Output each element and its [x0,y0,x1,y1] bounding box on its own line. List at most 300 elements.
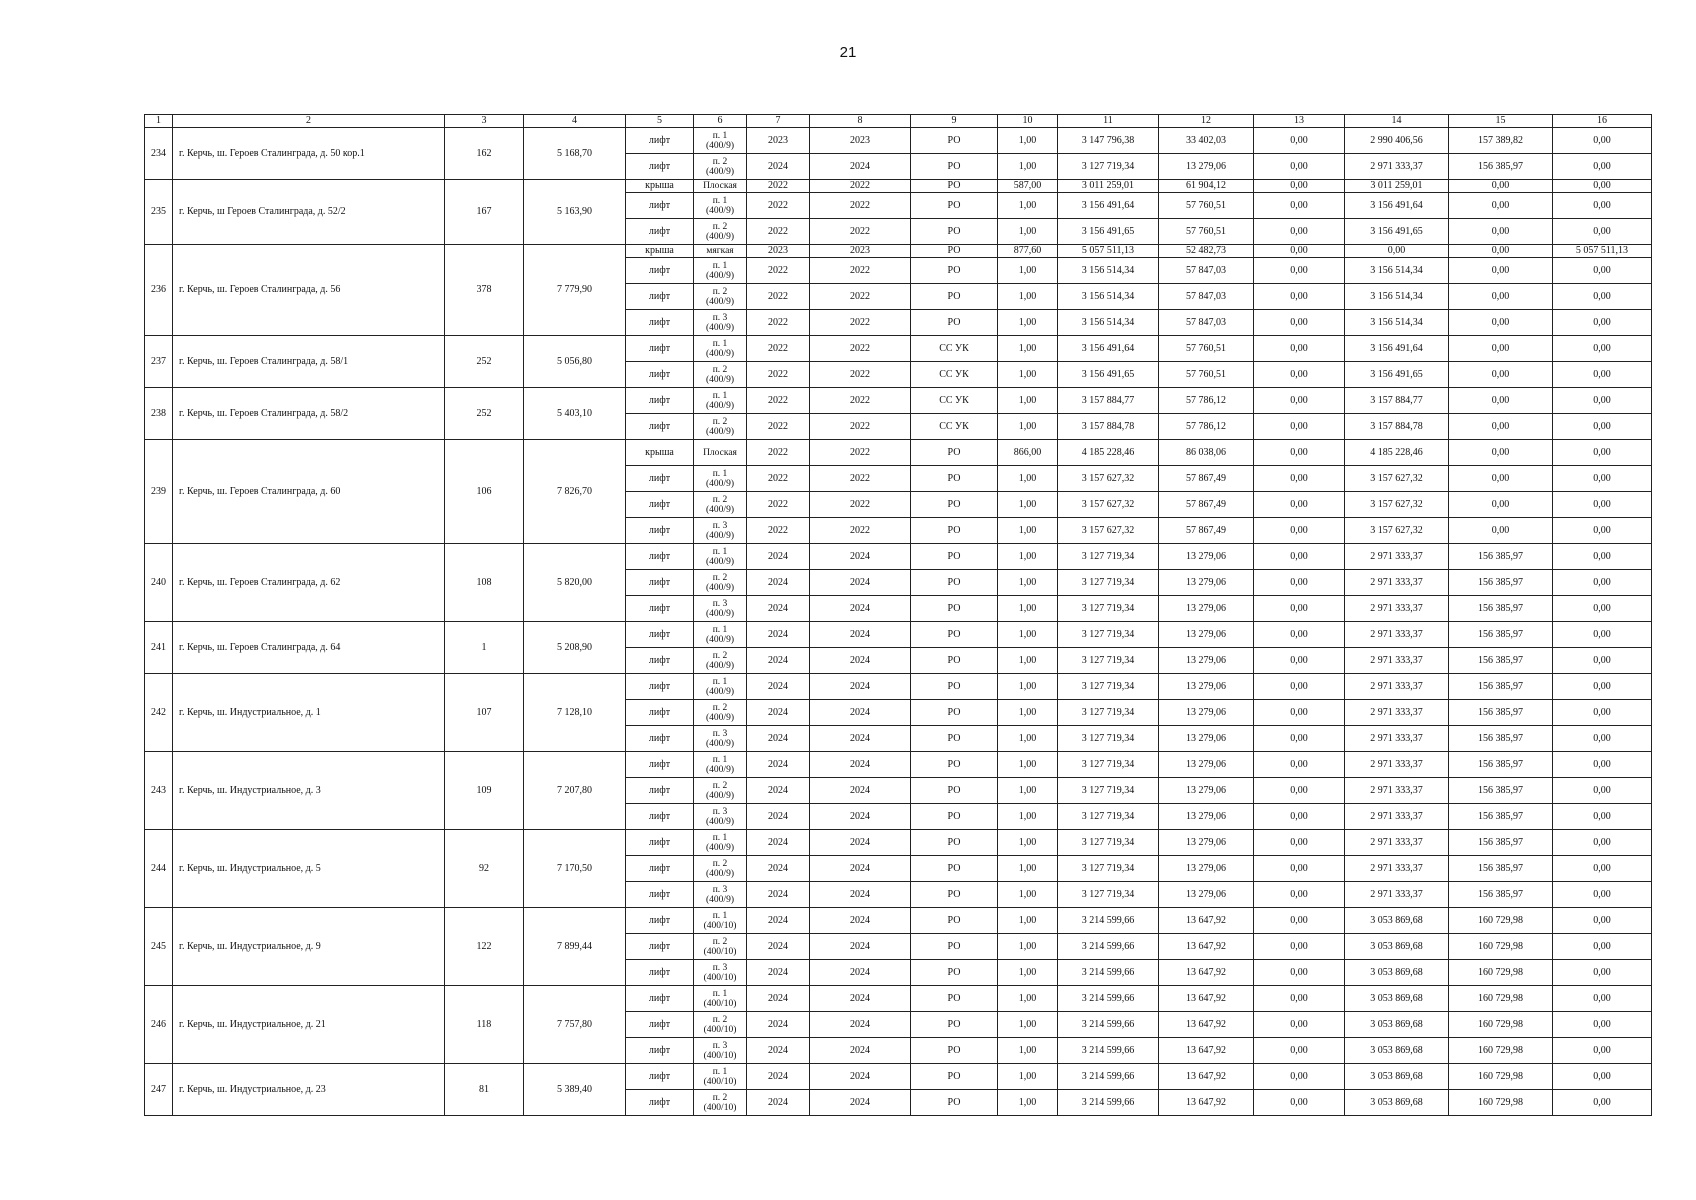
work-spec-cell: п. 1 (400/9) [694,544,747,570]
year-start-cell: 2023 [747,128,810,154]
year-end-cell: 2024 [810,648,911,674]
area-cell: 5 403,10 [524,388,626,440]
executor-cell: РО [911,154,998,180]
area-cell: 5 208,90 [524,622,626,674]
col13-cell: 0,00 [1254,674,1345,700]
year-end-cell: 2024 [810,1064,911,1090]
work-spec-cell: п. 2 (400/9) [694,219,747,245]
col11-cell: 3 127 719,34 [1058,830,1159,856]
quantity-cell: 1,00 [998,570,1058,596]
building-number-cell: 235 [145,180,173,245]
col13-cell: 0,00 [1254,193,1345,219]
year-start-cell: 2024 [747,908,810,934]
col12-cell: 57 760,51 [1159,362,1254,388]
executor-cell: РО [911,700,998,726]
building-number-cell: 237 [145,336,173,388]
year-start-cell: 2022 [747,518,810,544]
col11-cell: 3 127 719,34 [1058,856,1159,882]
col12-cell: 13 279,06 [1159,648,1254,674]
executor-cell: РО [911,726,998,752]
executor-cell: РО [911,128,998,154]
col12-cell: 52 482,73 [1159,245,1254,258]
col14-cell: 2 971 333,37 [1345,570,1449,596]
col11-cell: 3 127 719,34 [1058,544,1159,570]
col15-cell: 156 385,97 [1449,830,1553,856]
col12-cell: 13 647,92 [1159,934,1254,960]
work-type-cell: лифт [626,674,694,700]
building-number-cell: 234 [145,128,173,180]
col15-cell: 0,00 [1449,336,1553,362]
work-type-cell: лифт [626,492,694,518]
col16-cell: 0,00 [1553,1090,1652,1116]
year-end-cell: 2022 [810,388,911,414]
col13-cell: 0,00 [1254,258,1345,284]
building-number-cell: 243 [145,752,173,830]
col14-cell: 3 053 869,68 [1345,1090,1449,1116]
col16-cell: 0,00 [1553,804,1652,830]
col16-cell: 0,00 [1553,908,1652,934]
work-type-cell: лифт [626,856,694,882]
col16-cell: 0,00 [1553,596,1652,622]
year-start-cell: 2024 [747,778,810,804]
year-start-cell: 2024 [747,1064,810,1090]
building-number-cell: 239 [145,440,173,544]
executor-cell: РО [911,1038,998,1064]
year-start-cell: 2022 [747,310,810,336]
col16-cell: 0,00 [1553,674,1652,700]
column-number-cell: 14 [1345,115,1449,128]
address-cell: г. Керчь, ш. Героев Сталинграда, д. 62 [173,544,445,622]
executor-cell: СС УК [911,414,998,440]
col13-cell: 0,00 [1254,1038,1345,1064]
year-end-cell: 2022 [810,193,911,219]
col12-cell: 13 279,06 [1159,596,1254,622]
col16-cell: 0,00 [1553,986,1652,1012]
col12-cell: 13 279,06 [1159,726,1254,752]
col3-cell: 167 [445,180,524,245]
executor-cell: РО [911,1090,998,1116]
col15-cell: 0,00 [1449,362,1553,388]
col15-cell: 160 729,98 [1449,1038,1553,1064]
col11-cell: 3 011 259,01 [1058,180,1159,193]
work-spec-cell: п. 3 (400/9) [694,596,747,622]
col11-cell: 3 157 627,32 [1058,518,1159,544]
work-type-cell: лифт [626,284,694,310]
year-start-cell: 2024 [747,726,810,752]
work-spec-cell: п. 1 (400/9) [694,674,747,700]
work-spec-cell: п. 1 (400/10) [694,908,747,934]
col13-cell: 0,00 [1254,986,1345,1012]
building-number-cell: 242 [145,674,173,752]
col14-cell: 3 156 514,34 [1345,310,1449,336]
quantity-cell: 1,00 [998,466,1058,492]
building-number-cell: 241 [145,622,173,674]
col15-cell: 0,00 [1449,414,1553,440]
col16-cell: 0,00 [1553,934,1652,960]
col14-cell: 2 971 333,37 [1345,596,1449,622]
year-end-cell: 2024 [810,986,911,1012]
col3-cell: 107 [445,674,524,752]
work-type-cell: лифт [626,700,694,726]
col14-cell: 3 156 491,65 [1345,362,1449,388]
col14-cell: 2 971 333,37 [1345,622,1449,648]
col16-cell: 0,00 [1553,648,1652,674]
work-type-cell: лифт [626,193,694,219]
year-end-cell: 2024 [810,934,911,960]
table-row [145,1064,1652,1090]
work-type-cell: лифт [626,804,694,830]
year-end-cell: 2024 [810,752,911,778]
col16-cell: 0,00 [1553,154,1652,180]
executor-cell: РО [911,622,998,648]
col15-cell: 156 385,97 [1449,882,1553,908]
work-spec-cell: п. 2 (400/9) [694,492,747,518]
year-end-cell: 2024 [810,596,911,622]
work-spec-cell: п. 3 (400/10) [694,1038,747,1064]
col16-cell: 0,00 [1553,440,1652,466]
area-cell: 5 820,00 [524,544,626,622]
col11-cell: 3 157 884,78 [1058,414,1159,440]
year-start-cell: 2024 [747,752,810,778]
executor-cell: РО [911,908,998,934]
quantity-cell: 1,00 [998,388,1058,414]
quantity-cell: 1,00 [998,284,1058,310]
work-type-cell: лифт [626,362,694,388]
col14-cell: 3 156 514,34 [1345,258,1449,284]
col15-cell: 156 385,97 [1449,154,1553,180]
col16-cell: 0,00 [1553,882,1652,908]
col3-cell: 252 [445,388,524,440]
year-end-cell: 2023 [810,245,911,258]
work-type-cell: лифт [626,830,694,856]
address-cell: г. Керчь, ш. Героев Сталинграда, д. 58/1 [173,336,445,388]
col12-cell: 57 760,51 [1159,219,1254,245]
col15-cell: 160 729,98 [1449,908,1553,934]
repair-schedule-table [144,114,1652,1116]
work-type-cell: лифт [626,986,694,1012]
col12-cell: 13 647,92 [1159,986,1254,1012]
work-type-cell: лифт [626,1090,694,1116]
col14-cell: 2 971 333,37 [1345,804,1449,830]
col14-cell: 2 971 333,37 [1345,700,1449,726]
work-spec-cell: п. 1 (400/9) [694,128,747,154]
quantity-cell: 1,00 [998,648,1058,674]
col12-cell: 13 279,06 [1159,622,1254,648]
quantity-cell: 1,00 [998,674,1058,700]
year-start-cell: 2024 [747,856,810,882]
col11-cell: 3 127 719,34 [1058,154,1159,180]
quantity-cell: 1,00 [998,414,1058,440]
year-end-cell: 2024 [810,570,911,596]
address-cell: г. Керчь, ш. Героев Сталинграда, д. 60 [173,440,445,544]
col12-cell: 86 038,06 [1159,440,1254,466]
col16-cell: 0,00 [1553,700,1652,726]
work-type-cell: лифт [626,336,694,362]
col3-cell: 252 [445,336,524,388]
col11-cell: 3 214 599,66 [1058,908,1159,934]
col13-cell: 0,00 [1254,934,1345,960]
col16-cell: 0,00 [1553,1064,1652,1090]
work-type-cell: лифт [626,1064,694,1090]
col11-cell: 4 185 228,46 [1058,440,1159,466]
col11-cell: 3 127 719,34 [1058,622,1159,648]
quantity-cell: 587,00 [998,180,1058,193]
executor-cell: СС УК [911,336,998,362]
col13-cell: 0,00 [1254,180,1345,193]
column-number-cell: 6 [694,115,747,128]
year-end-cell: 2022 [810,219,911,245]
col12-cell: 57 847,03 [1159,310,1254,336]
executor-cell: РО [911,180,998,193]
col16-cell: 0,00 [1553,544,1652,570]
col16-cell: 0,00 [1553,830,1652,856]
col14-cell: 2 971 333,37 [1345,752,1449,778]
quantity-cell: 1,00 [998,752,1058,778]
col13-cell: 0,00 [1254,154,1345,180]
year-start-cell: 2022 [747,362,810,388]
quantity-cell: 1,00 [998,518,1058,544]
year-end-cell: 2024 [810,804,911,830]
col14-cell: 0,00 [1345,245,1449,258]
year-start-cell: 2024 [747,986,810,1012]
year-start-cell: 2022 [747,193,810,219]
col11-cell: 3 156 491,64 [1058,336,1159,362]
col13-cell: 0,00 [1254,804,1345,830]
work-spec-cell: Плоская [694,180,747,193]
page-number: 21 [839,44,857,61]
work-type-cell: лифт [626,1012,694,1038]
col15-cell: 156 385,97 [1449,674,1553,700]
quantity-cell: 1,00 [998,986,1058,1012]
col16-cell: 0,00 [1553,128,1652,154]
col3-cell: 162 [445,128,524,180]
col12-cell: 13 279,06 [1159,882,1254,908]
table-row [145,245,1652,258]
col13-cell: 0,00 [1254,1012,1345,1038]
year-start-cell: 2022 [747,284,810,310]
year-end-cell: 2022 [810,362,911,388]
col15-cell: 160 729,98 [1449,1012,1553,1038]
year-end-cell: 2022 [810,180,911,193]
col13-cell: 0,00 [1254,388,1345,414]
col15-cell: 160 729,98 [1449,934,1553,960]
year-start-cell: 2024 [747,154,810,180]
col16-cell: 0,00 [1553,1012,1652,1038]
col15-cell: 0,00 [1449,284,1553,310]
col3-cell: 109 [445,752,524,830]
work-spec-cell: п. 2 (400/9) [694,648,747,674]
quantity-cell: 1,00 [998,934,1058,960]
col12-cell: 13 279,06 [1159,674,1254,700]
quantity-cell: 1,00 [998,804,1058,830]
quantity-cell: 1,00 [998,362,1058,388]
year-start-cell: 2024 [747,674,810,700]
col14-cell: 2 971 333,37 [1345,856,1449,882]
work-spec-cell: п. 1 (400/9) [694,830,747,856]
work-spec-cell: п. 2 (400/9) [694,856,747,882]
year-end-cell: 2024 [810,700,911,726]
work-spec-cell: п. 2 (400/9) [694,154,747,180]
area-cell: 7 207,80 [524,752,626,830]
col11-cell: 3 156 491,64 [1058,193,1159,219]
col11-cell: 3 127 719,34 [1058,674,1159,700]
address-cell: г. Керчь, ш Героев Сталинграда, д. 52/2 [173,180,445,245]
address-cell: г. Керчь, ш. Героев Сталинграда, д. 56 [173,245,445,336]
column-number-cell: 7 [747,115,810,128]
col15-cell: 0,00 [1449,219,1553,245]
col13-cell: 0,00 [1254,310,1345,336]
work-type-cell: лифт [626,622,694,648]
quantity-cell: 1,00 [998,596,1058,622]
col13-cell: 0,00 [1254,466,1345,492]
work-type-cell: лифт [626,466,694,492]
col16-cell: 0,00 [1553,752,1652,778]
col14-cell: 3 156 491,64 [1345,193,1449,219]
executor-cell: РО [911,804,998,830]
area-cell: 7 899,44 [524,908,626,986]
col12-cell: 57 786,12 [1159,414,1254,440]
executor-cell: РО [911,1012,998,1038]
work-spec-cell: п. 2 (400/10) [694,1012,747,1038]
column-number-cell: 11 [1058,115,1159,128]
executor-cell: РО [911,466,998,492]
executor-cell: РО [911,856,998,882]
col13-cell: 0,00 [1254,544,1345,570]
year-end-cell: 2024 [810,544,911,570]
executor-cell: РО [911,258,998,284]
col11-cell: 3 156 491,65 [1058,219,1159,245]
executor-cell: РО [911,934,998,960]
quantity-cell: 1,00 [998,856,1058,882]
work-spec-cell: п. 3 (400/9) [694,310,747,336]
work-spec-cell: п. 2 (400/9) [694,362,747,388]
executor-cell: РО [911,882,998,908]
col14-cell: 3 011 259,01 [1345,180,1449,193]
quantity-cell: 1,00 [998,1012,1058,1038]
quantity-cell: 877,60 [998,245,1058,258]
col13-cell: 0,00 [1254,778,1345,804]
year-end-cell: 2024 [810,830,911,856]
col14-cell: 3 157 627,32 [1345,492,1449,518]
year-end-cell: 2022 [810,466,911,492]
col12-cell: 13 279,06 [1159,570,1254,596]
col11-cell: 3 147 796,38 [1058,128,1159,154]
executor-cell: РО [911,986,998,1012]
col12-cell: 57 847,03 [1159,258,1254,284]
work-spec-cell: п. 2 (400/10) [694,1090,747,1116]
col13-cell: 0,00 [1254,908,1345,934]
table-row [145,440,1652,466]
col11-cell: 3 156 514,34 [1058,310,1159,336]
executor-cell: РО [911,674,998,700]
col13-cell: 0,00 [1254,700,1345,726]
table-row [145,752,1652,778]
col13-cell: 0,00 [1254,492,1345,518]
col13-cell: 0,00 [1254,336,1345,362]
year-start-cell: 2024 [747,648,810,674]
col14-cell: 2 971 333,37 [1345,674,1449,700]
col11-cell: 3 127 719,34 [1058,804,1159,830]
work-spec-cell: п. 2 (400/9) [694,700,747,726]
col13-cell: 0,00 [1254,726,1345,752]
building-number-cell: 246 [145,986,173,1064]
executor-cell: РО [911,830,998,856]
col15-cell: 156 385,97 [1449,700,1553,726]
col11-cell: 3 127 719,34 [1058,648,1159,674]
quantity-cell: 1,00 [998,128,1058,154]
year-start-cell: 2022 [747,466,810,492]
address-cell: г. Керчь, ш. Индустриальное, д. 23 [173,1064,445,1116]
year-end-cell: 2024 [810,778,911,804]
quantity-cell: 1,00 [998,1064,1058,1090]
col16-cell: 0,00 [1553,1038,1652,1064]
work-spec-cell: п. 3 (400/9) [694,518,747,544]
building-number-cell: 236 [145,245,173,336]
col14-cell: 2 971 333,37 [1345,544,1449,570]
col13-cell: 0,00 [1254,856,1345,882]
year-start-cell: 2022 [747,440,810,466]
col12-cell: 57 867,49 [1159,466,1254,492]
year-end-cell: 2024 [810,1090,911,1116]
col12-cell: 13 279,06 [1159,856,1254,882]
col14-cell: 3 157 627,32 [1345,466,1449,492]
col15-cell: 156 385,97 [1449,648,1553,674]
col15-cell: 0,00 [1449,310,1553,336]
work-spec-cell: Плоская [694,440,747,466]
col13-cell: 0,00 [1254,1090,1345,1116]
col12-cell: 13 279,06 [1159,778,1254,804]
col16-cell: 0,00 [1553,570,1652,596]
col14-cell: 3 156 491,64 [1345,336,1449,362]
work-type-cell: лифт [626,596,694,622]
year-end-cell: 2022 [810,440,911,466]
quantity-cell: 1,00 [998,193,1058,219]
col16-cell: 0,00 [1553,284,1652,310]
col11-cell: 3 157 627,32 [1058,466,1159,492]
quantity-cell: 1,00 [998,336,1058,362]
col15-cell: 156 385,97 [1449,778,1553,804]
work-type-cell: лифт [626,960,694,986]
col15-cell: 157 389,82 [1449,128,1553,154]
col16-cell: 0,00 [1553,518,1652,544]
executor-cell: РО [911,518,998,544]
year-start-cell: 2024 [747,1012,810,1038]
column-number-cell: 16 [1553,115,1652,128]
area-cell: 7 779,90 [524,245,626,336]
quantity-cell: 1,00 [998,219,1058,245]
col12-cell: 13 647,92 [1159,1090,1254,1116]
year-start-cell: 2024 [747,1090,810,1116]
table-row [145,830,1652,856]
work-type-cell: лифт [626,544,694,570]
building-number-cell: 240 [145,544,173,622]
col12-cell: 57 847,03 [1159,284,1254,310]
col13-cell: 0,00 [1254,440,1345,466]
year-end-cell: 2022 [810,336,911,362]
work-type-cell: лифт [626,882,694,908]
building-number-cell: 247 [145,1064,173,1116]
work-spec-cell: п. 3 (400/9) [694,804,747,830]
col15-cell: 156 385,97 [1449,856,1553,882]
year-end-cell: 2024 [810,726,911,752]
col13-cell: 0,00 [1254,245,1345,258]
col12-cell: 57 760,51 [1159,336,1254,362]
col16-cell: 0,00 [1553,778,1652,804]
column-number-cell: 10 [998,115,1058,128]
executor-cell: РО [911,310,998,336]
col15-cell: 0,00 [1449,466,1553,492]
work-type-cell: лифт [626,310,694,336]
